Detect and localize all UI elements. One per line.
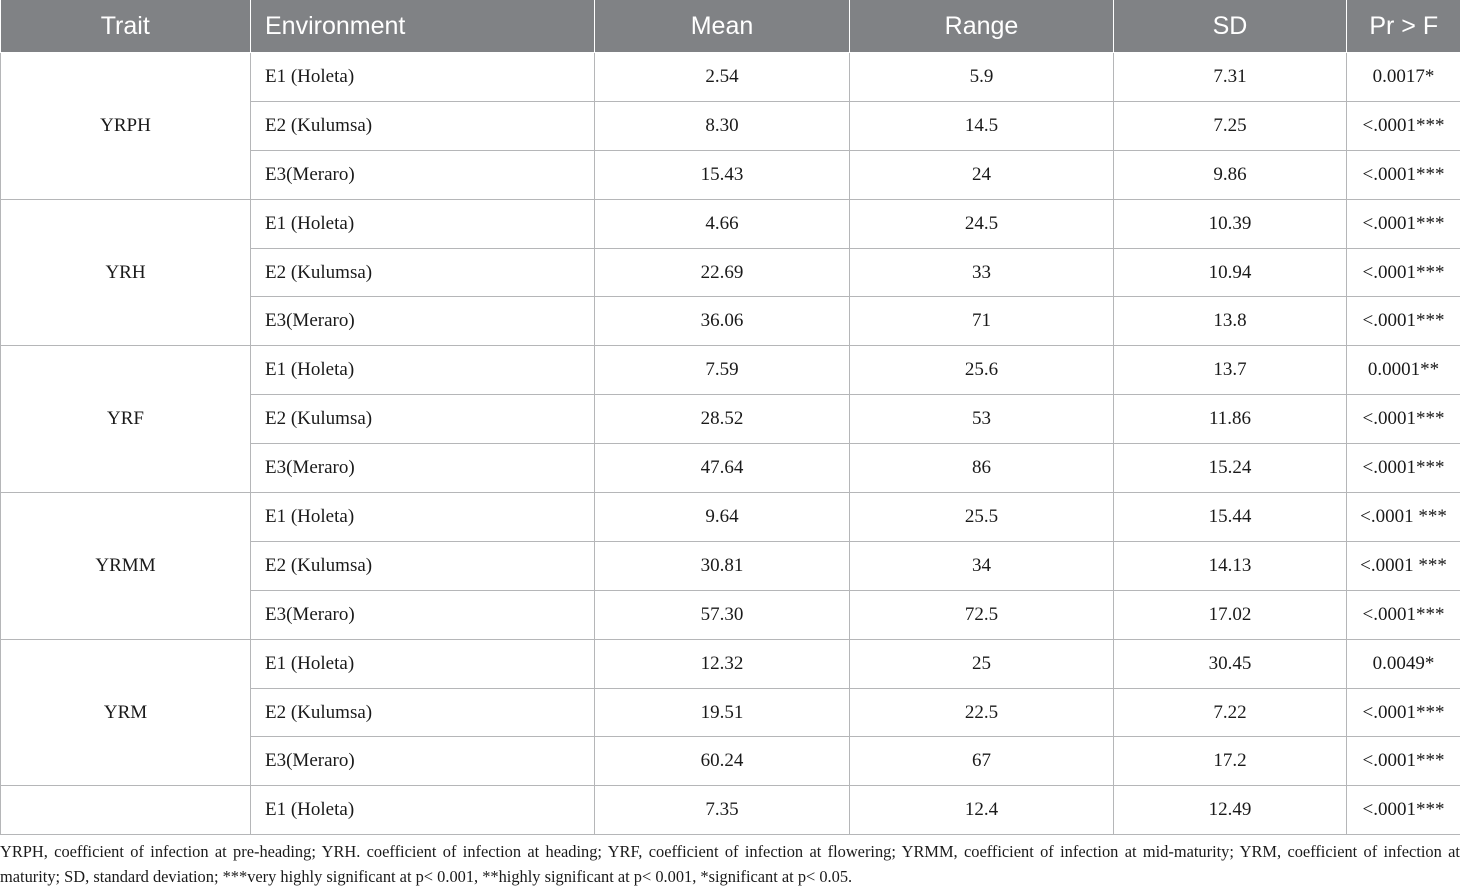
environment-cell: E1 (Holeta) <box>251 53 595 102</box>
pvalue-cell: <.0001*** <box>1347 150 1460 199</box>
table-row <box>1 53 1460 102</box>
environment-cell: E3(Meraro) <box>251 150 595 199</box>
pvalue-cell: <.0001*** <box>1347 590 1460 639</box>
environment-cell: E1 (Holeta) <box>251 786 595 835</box>
pvalue-cell: 0.0001** <box>1347 346 1460 395</box>
range-cell: 22.5 <box>850 688 1114 737</box>
table-row <box>1 786 1460 835</box>
mean-cell: 57.30 <box>595 590 850 639</box>
pvalue-cell: <.0001*** <box>1347 395 1460 444</box>
mean-cell: 60.24 <box>595 737 850 786</box>
pvalue-cell: <.0001 *** <box>1347 541 1460 590</box>
pvalue-cell: <.0001*** <box>1347 101 1460 150</box>
mean-cell: 28.52 <box>595 395 850 444</box>
header-range: Range <box>850 0 1114 53</box>
range-cell: 86 <box>850 444 1114 493</box>
pvalue-cell: <.0001 *** <box>1347 493 1460 542</box>
environment-cell: E3(Meraro) <box>251 444 595 493</box>
sd-cell: 7.31 <box>1114 53 1347 102</box>
mean-cell: 30.81 <box>595 541 850 590</box>
mean-cell: 19.51 <box>595 688 850 737</box>
range-cell: 72.5 <box>850 590 1114 639</box>
sd-cell: 7.25 <box>1114 101 1347 150</box>
pvalue-cell: <.0001*** <box>1347 297 1460 346</box>
header-pr-f: Pr > F <box>1347 0 1460 53</box>
mean-cell: 7.59 <box>595 346 850 395</box>
environment-cell: E2 (Kulumsa) <box>251 688 595 737</box>
table-row <box>1 639 1460 688</box>
table-footnote: YRPH, coefficient of infection at pre-heading; YRH. coefficient of infection at heading; YRF, coefficient of infection at flowering; YRMM, coefficient of infection at mid-maturity; YRM, coefficient of infection at maturity; SD, standard deviation; ***very highly significant at p< 0.001, **highly significant at p< 0.001, *significant at p< 0.05. <box>0 842 1460 886</box>
sd-cell: 12.49 <box>1114 786 1347 835</box>
mean-cell: 8.30 <box>595 101 850 150</box>
pvalue-cell: <.0001*** <box>1347 199 1460 248</box>
range-cell: 71 <box>850 297 1114 346</box>
sd-cell: 10.94 <box>1114 248 1347 297</box>
environment-cell: E3(Meraro) <box>251 590 595 639</box>
trait-cell: YRMM <box>1 493 251 640</box>
trait-cell: YRH <box>1 199 251 346</box>
trait-cell <box>1 786 251 835</box>
sd-cell: 17.2 <box>1114 737 1347 786</box>
sd-cell: 30.45 <box>1114 639 1347 688</box>
sd-cell: 13.8 <box>1114 297 1347 346</box>
mean-cell: 47.64 <box>595 444 850 493</box>
range-cell: 53 <box>850 395 1114 444</box>
pvalue-cell: <.0001*** <box>1347 737 1460 786</box>
sd-cell: 15.24 <box>1114 444 1347 493</box>
environment-cell: E3(Meraro) <box>251 737 595 786</box>
pvalue-cell: <.0001*** <box>1347 248 1460 297</box>
sd-cell: 17.02 <box>1114 590 1347 639</box>
sd-cell: 15.44 <box>1114 493 1347 542</box>
mean-cell: 15.43 <box>595 150 850 199</box>
pvalue-cell: <.0001*** <box>1347 688 1460 737</box>
pvalue-cell: 0.0017* <box>1347 53 1460 102</box>
mean-cell: 9.64 <box>595 493 850 542</box>
table-row <box>1 199 1460 248</box>
header-row <box>1 0 1460 53</box>
environment-cell: E1 (Holeta) <box>251 639 595 688</box>
sd-cell: 13.7 <box>1114 346 1347 395</box>
mean-cell: 12.32 <box>595 639 850 688</box>
mean-cell: 4.66 <box>595 199 850 248</box>
sd-cell: 14.13 <box>1114 541 1347 590</box>
environment-cell: E1 (Holeta) <box>251 493 595 542</box>
mean-cell: 22.69 <box>595 248 850 297</box>
mean-cell: 2.54 <box>595 53 850 102</box>
header-environment: Environment <box>251 0 595 53</box>
environment-cell: E1 (Holeta) <box>251 199 595 248</box>
range-cell: 25.6 <box>850 346 1114 395</box>
table-row <box>1 346 1460 395</box>
environment-cell: E3(Meraro) <box>251 297 595 346</box>
range-cell: 12.4 <box>850 786 1114 835</box>
environment-cell: E2 (Kulumsa) <box>251 541 595 590</box>
range-cell: 34 <box>850 541 1114 590</box>
trait-cell: YRM <box>1 639 251 786</box>
range-cell: 67 <box>850 737 1114 786</box>
range-cell: 33 <box>850 248 1114 297</box>
mean-cell: 7.35 <box>595 786 850 835</box>
range-cell: 25 <box>850 639 1114 688</box>
sd-cell: 9.86 <box>1114 150 1347 199</box>
environment-cell: E1 (Holeta) <box>251 346 595 395</box>
range-cell: 25.5 <box>850 493 1114 542</box>
environment-cell: E2 (Kulumsa) <box>251 101 595 150</box>
environment-cell: E2 (Kulumsa) <box>251 248 595 297</box>
sd-cell: 11.86 <box>1114 395 1347 444</box>
range-cell: 5.9 <box>850 53 1114 102</box>
header-mean: Mean <box>595 0 850 53</box>
table-row <box>1 493 1460 542</box>
pvalue-cell: 0.0049* <box>1347 639 1460 688</box>
header-trait: Trait <box>1 0 251 53</box>
trait-cell: YRF <box>1 346 251 493</box>
environment-cell: E2 (Kulumsa) <box>251 395 595 444</box>
trait-cell: YRPH <box>1 53 251 200</box>
header-sd: SD <box>1114 0 1347 53</box>
mean-cell: 36.06 <box>595 297 850 346</box>
range-cell: 24 <box>850 150 1114 199</box>
range-cell: 24.5 <box>850 199 1114 248</box>
range-cell: 14.5 <box>850 101 1114 150</box>
pvalue-cell: <.0001*** <box>1347 786 1460 835</box>
sd-cell: 10.39 <box>1114 199 1347 248</box>
table-body <box>1 53 1460 835</box>
pvalue-cell: <.0001*** <box>1347 444 1460 493</box>
sd-cell: 7.22 <box>1114 688 1347 737</box>
